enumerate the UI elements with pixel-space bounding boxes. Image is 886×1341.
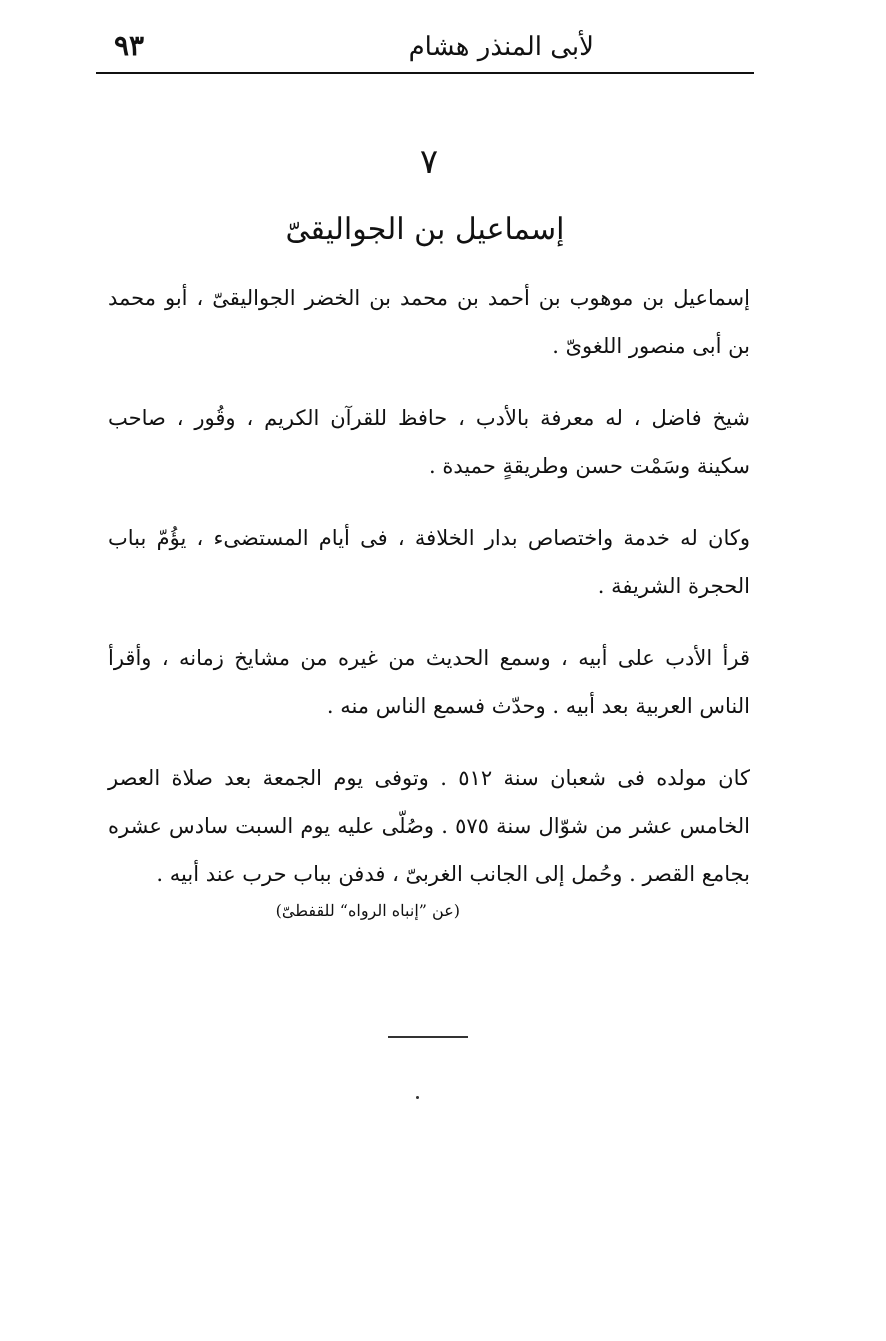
running-title: لأبى المنذر هشام (408, 32, 594, 62)
paragraph-dates: كان مولده فى شعبان سنة ٥١٢ . وتوفى يوم الجمعة بعد صلاة العصر الخامس عشر من شوّال سنة ٥٧٥ . وصُلّى عليه يوم السبت سادس عشره بجامع القصر . وحُمل إلى الجانب الغربىّ ، فدفن بباب حرب عند أبيه . (108, 766, 750, 886)
running-head (96, 22, 754, 72)
paragraph-service: وكان له خدمة واختصاص بدار الخلافة ، فى أيام المستضىء ، يؤُمّ بباب الحجرة الشريفة . (108, 526, 750, 598)
paragraph-description: شيخ فاضل ، له معرفة بالأدب ، حافظ للقرآن الكريم ، وقُور ، صاحب سكينة وسَمْت حسن وطريقةٍ حميدة . (108, 406, 750, 478)
page-dot (416, 1096, 419, 1099)
entry-number: ٧ (419, 142, 439, 182)
end-ornament-rule (388, 1036, 468, 1038)
paragraph-lineage: إسماعيل بن موهوب بن أحمد بن محمد بن الخضر الجواليقىّ ، أبو محمد بن أبى منصور اللغوىّ . (108, 286, 750, 358)
page-number: ٩٣ (114, 29, 145, 62)
paragraph-studies: قرأ الأدب على أبيه ، وسمع الحديث من غيره من مشايخ زمانه ، وأقرأ الناس العربية بعد أبيه . وحدّث فسمع الناس منه . (108, 646, 750, 718)
header-rule (96, 72, 754, 74)
body-text (108, 274, 750, 922)
entry-heading: إسماعيل بن الجواليقىّ (285, 212, 565, 247)
source-note: (عن ”إنباه الرواه“ للقفطىّ) (275, 901, 460, 920)
